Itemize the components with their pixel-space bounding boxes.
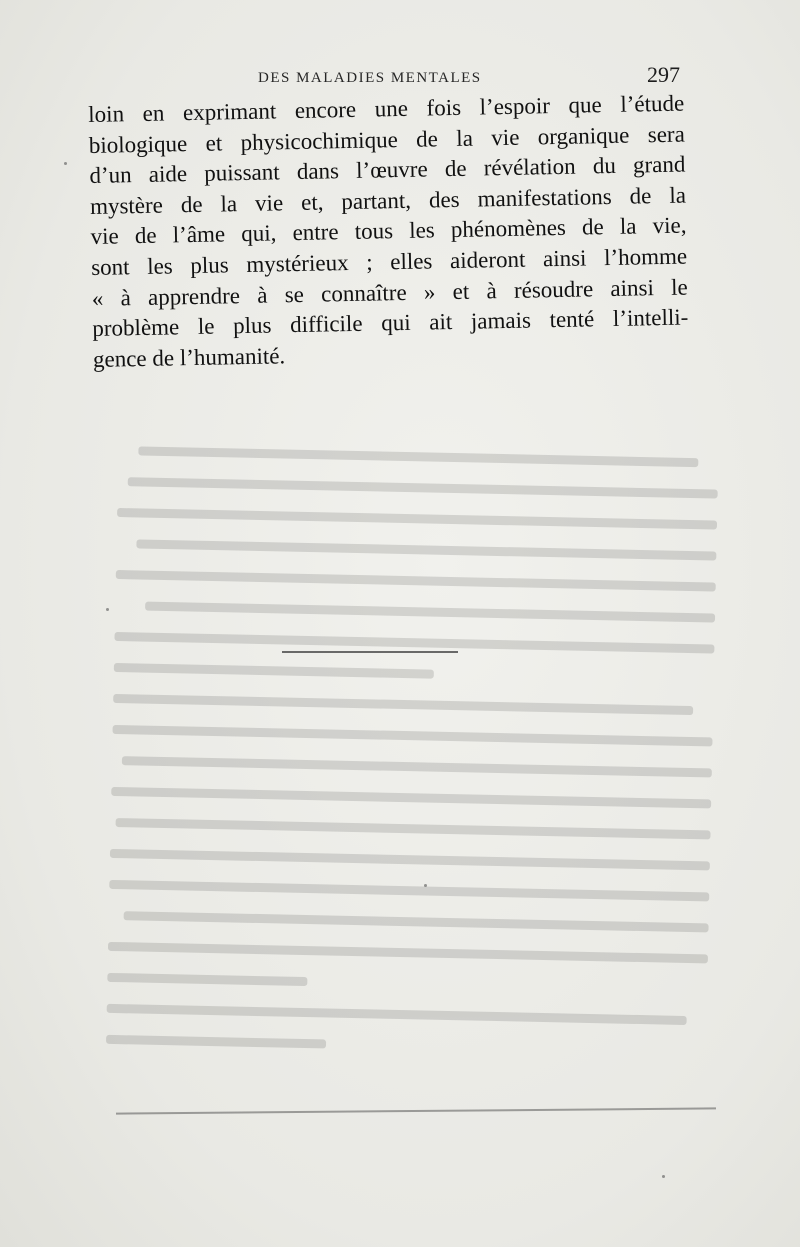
text-line: sont les plus mystérieux ; elles aideront ainsi l’homme <box>90 243 688 280</box>
page-number: 297 <box>647 62 680 87</box>
text-line: mystère de la vie et, partant, des manifestations de la <box>89 182 687 219</box>
bleed-through-text <box>85 434 718 1087</box>
running-title: DES MALADIES MENTALES <box>258 70 482 86</box>
text-line: loin en exprimant encore une fois l’espoir que l’étude <box>88 90 685 127</box>
body-paragraph <box>88 89 689 376</box>
text-line: vie de l’âme qui, entre tous les phénomènes de la vie, <box>90 212 687 250</box>
paper-speck <box>64 162 67 165</box>
text-line: biologique et physicochimique de la vie organique sera <box>88 121 685 158</box>
footnote-rule <box>116 1107 716 1114</box>
paper-speck <box>424 884 427 887</box>
section-divider <box>282 651 458 653</box>
text-line: gence de l’humanité. <box>92 343 286 372</box>
text-line: problème le plus difficile qui ait jamais tenté l’intelli- <box>92 304 689 342</box>
paper-speck <box>106 608 109 611</box>
paper-speck <box>662 1175 665 1178</box>
running-header <box>90 62 690 92</box>
text-line: d’un aide puissant dans l’œuvre de révélation du grand <box>89 151 686 189</box>
text-line: « à apprendre à se connaître » et à résoudre ainsi le <box>91 274 688 311</box>
